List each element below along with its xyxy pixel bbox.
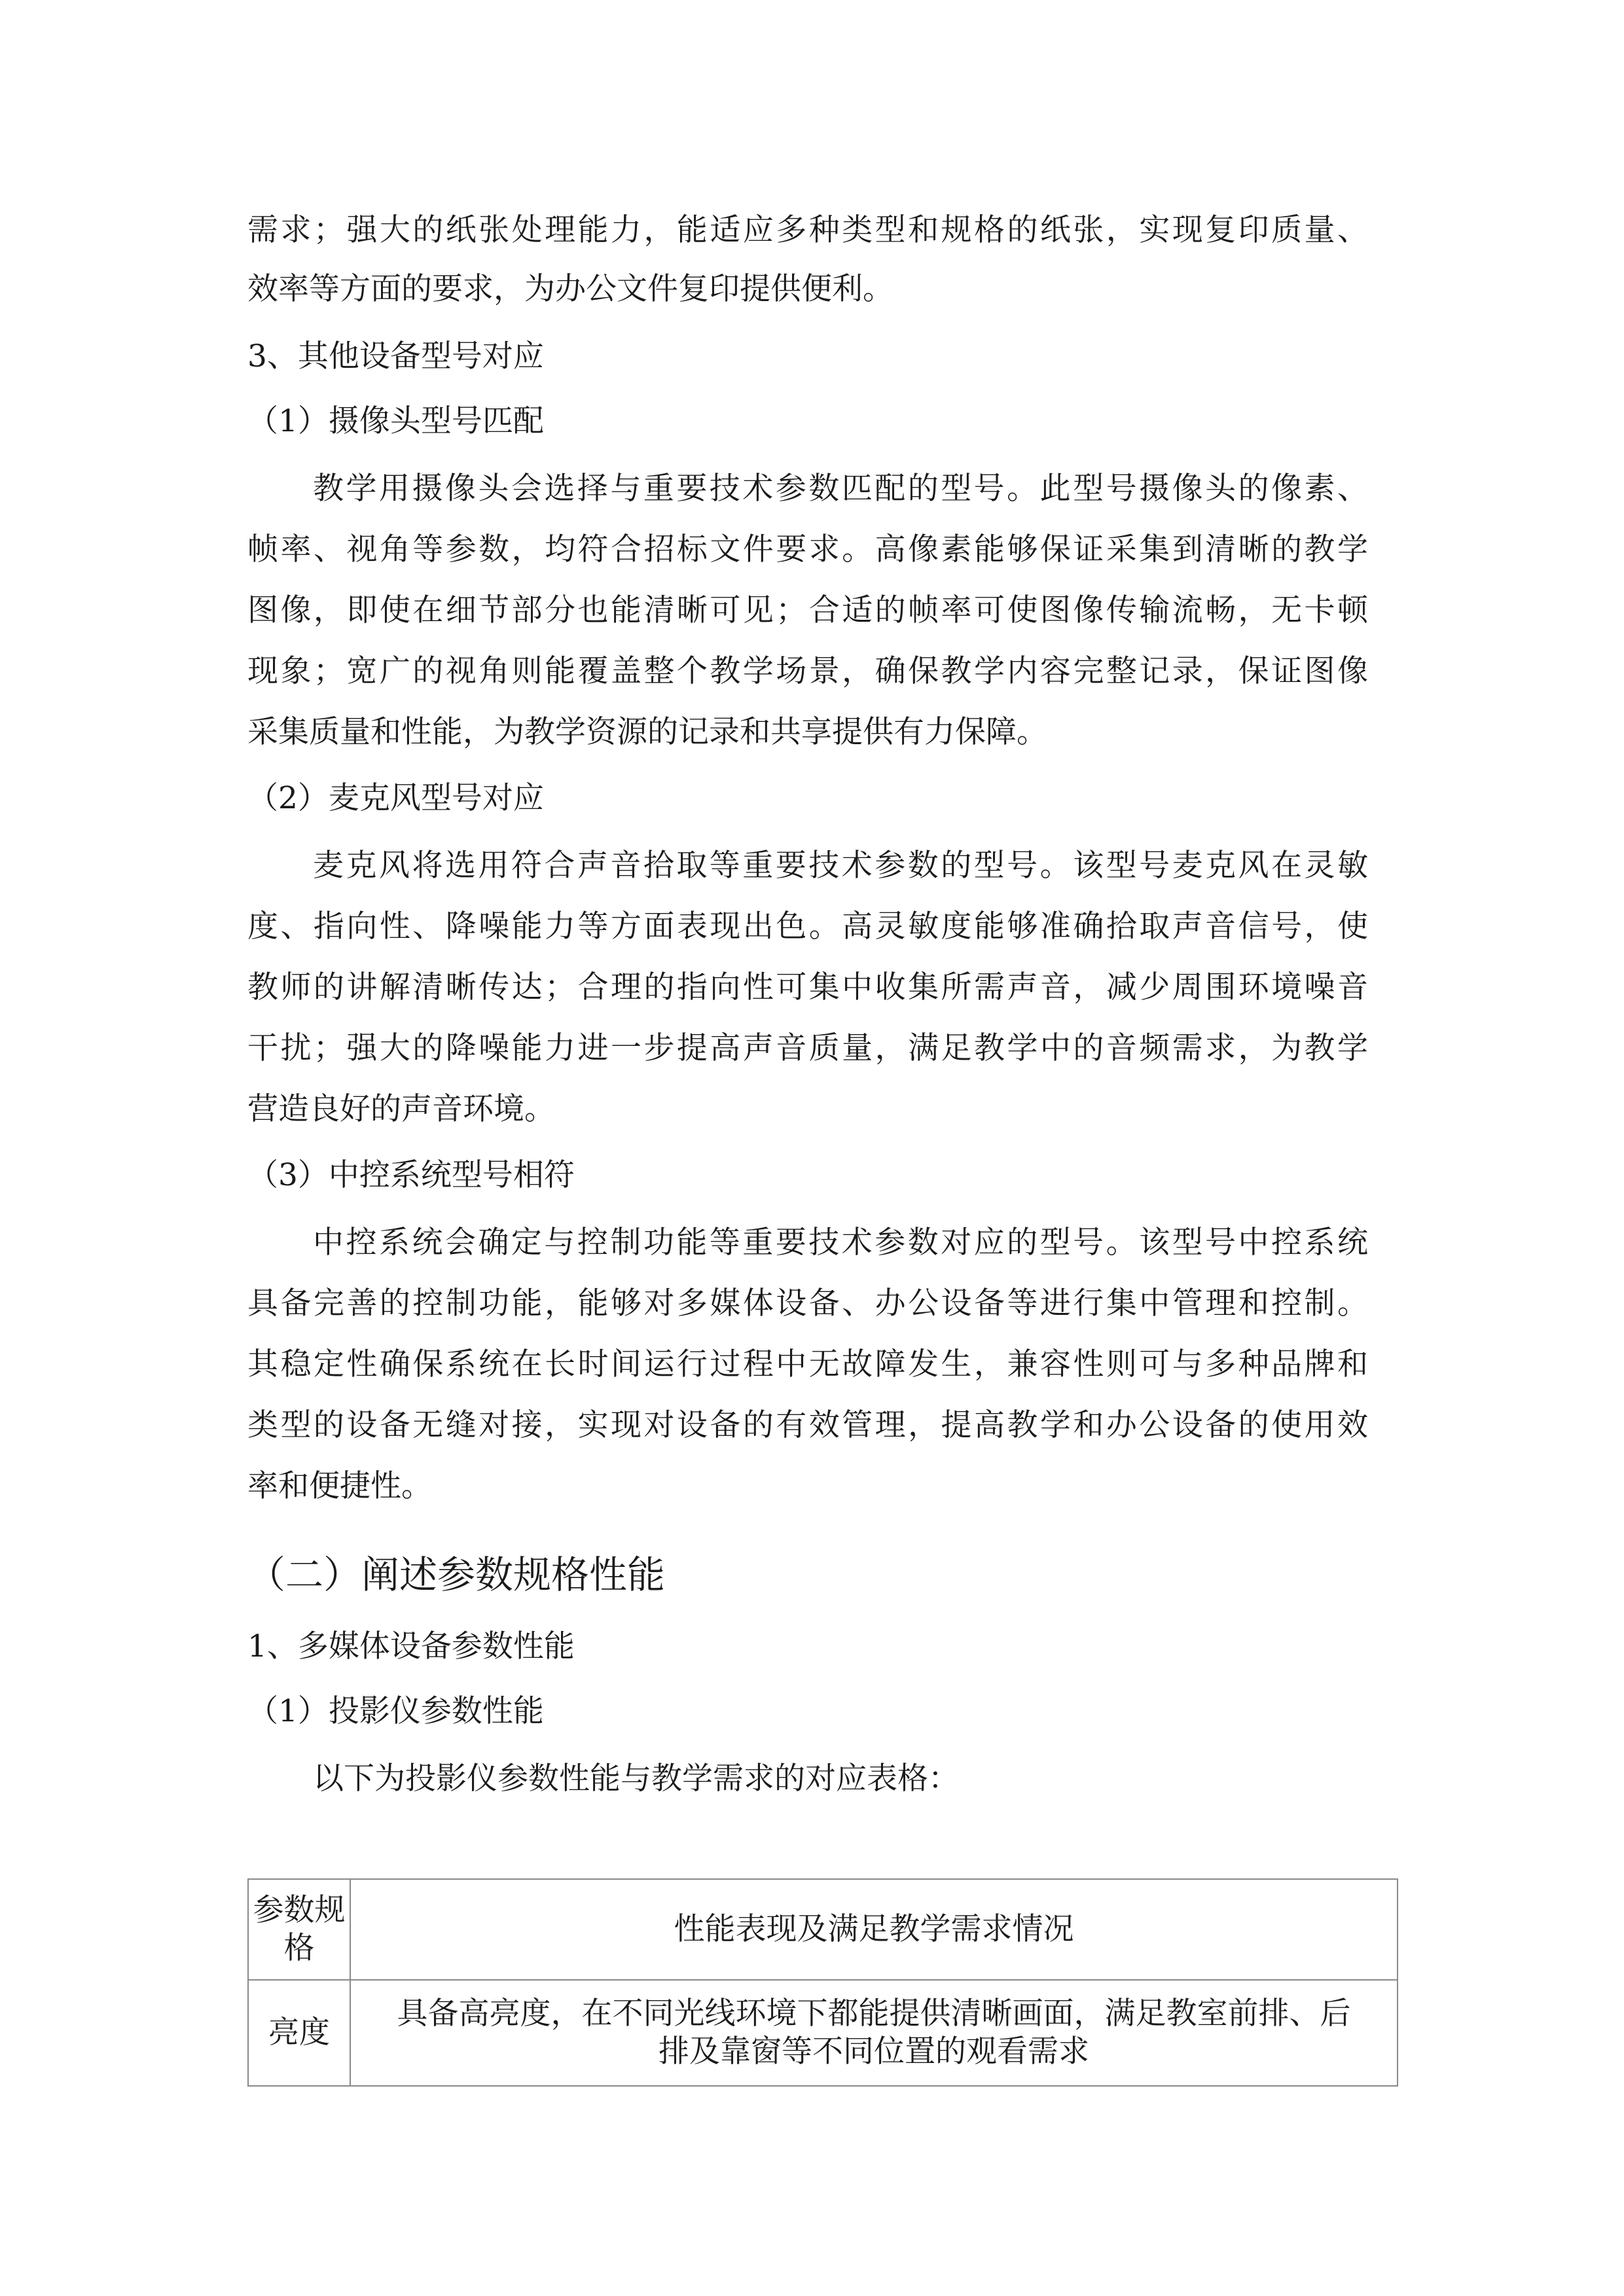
projector-params-table	[247, 1878, 1398, 2087]
cell-description-line: 排及靠窗等不同位置的观看需求	[659, 2034, 1089, 2070]
subheading-microphone: （2）麦克风型号对应	[247, 780, 544, 816]
header-param-spec-line: 参数规	[253, 1892, 346, 1928]
paragraph-line: 干扰；强大的降噪能力进一步提高声音质量，满足教学中的音频需求，为教学	[247, 1030, 1368, 1066]
paragraph-line: 教学用摄像头会选择与重要技术参数匹配的型号。此型号摄像头的像素、	[313, 471, 1368, 507]
section-heading-multimedia: 1、多媒体设备参数性能	[247, 1628, 575, 1664]
paragraph-line: 营造良好的声音环境。	[247, 1091, 555, 1127]
chapter-heading-params: （二）阐述参数规格性能	[247, 1552, 666, 1597]
header-performance: 性能表现及满足教学需求情况	[350, 1879, 1398, 1980]
paragraph-line: 其稳定性确保系统在长时间运行过程中无故障发生，兼容性则可与多种品牌和	[247, 1346, 1368, 1382]
paragraph-line: 麦克风将选用符合声音拾取等重要技术参数的型号。该型号麦克风在灵敏	[313, 848, 1368, 884]
paragraph-line: 现象；宽广的视角则能覆盖整个教学场景，确保教学内容完整记录，保证图像	[247, 653, 1368, 689]
subheading-projector: （1）投影仪参数性能	[247, 1693, 544, 1729]
table-row	[248, 1980, 1398, 2086]
paragraph-line: 图像，即使在细节部分也能清晰可见；合适的帧率可使图像传输流畅，无卡顿	[247, 592, 1368, 628]
paragraph-line: 类型的设备无缝对接，实现对设备的有效管理，提高教学和办公设备的使用效	[247, 1407, 1368, 1443]
cell-description	[350, 1980, 1398, 2086]
table-intro-text: 以下为投影仪参数性能与教学需求的对应表格：	[313, 1761, 959, 1797]
subheading-camera: （1）摄像头型号匹配	[247, 403, 544, 439]
paragraph-line: 需求；强大的纸张处理能力，能适应多种类型和规格的纸张，实现复印质量、	[247, 212, 1368, 248]
header-param-spec-line: 格	[283, 1930, 315, 1966]
paragraph-line: 帧率、视角等参数，均符合招标文件要求。高像素能够保证采集到清晰的教学	[247, 531, 1368, 567]
subheading-central-control: （3）中控系统型号相符	[247, 1157, 575, 1193]
paragraph-line: 率和便捷性。	[247, 1468, 432, 1504]
paragraph-line: 具备完善的控制功能，能够对多媒体设备、办公设备等进行集中管理和控制。	[247, 1285, 1368, 1321]
paragraph-line: 教师的讲解清晰传达；合理的指向性可集中收集所需声音，减少周围环境噪音	[247, 969, 1368, 1005]
header-param-spec	[248, 1879, 350, 1980]
paragraph-line: 效率等方面的要求，为办公文件复印提供便利。	[247, 271, 893, 307]
cell-param: 亮度	[248, 1980, 350, 2086]
section-heading-other-devices: 3、其他设备型号对应	[247, 338, 544, 374]
paragraph-line: 采集质量和性能，为教学资源的记录和共享提供有力保障。	[247, 714, 1047, 750]
paragraph-line: 度、指向性、降噪能力等方面表现出色。高灵敏度能够准确拾取声音信号，使	[247, 908, 1368, 944]
table-header-row	[248, 1879, 1398, 1980]
paragraph-line: 中控系统会确定与控制功能等重要技术参数对应的型号。该型号中控系统	[313, 1225, 1368, 1261]
cell-description-line: 具备高亮度，在不同光线环境下都能提供清晰画面，满足教室前排、后	[397, 1996, 1351, 2032]
